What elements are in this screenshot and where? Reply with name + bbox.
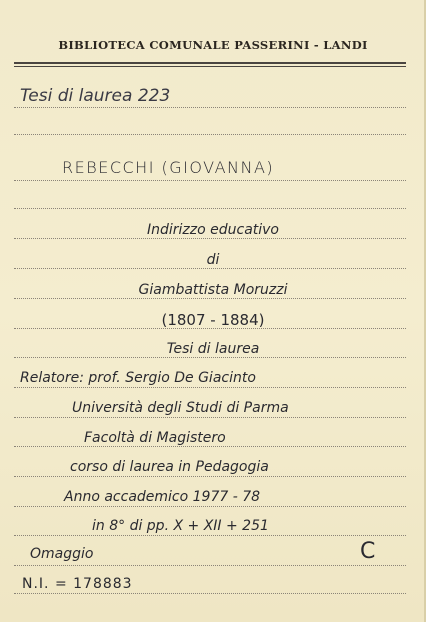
title-line-2: di: [206, 252, 220, 268]
ruled-line: [14, 593, 406, 594]
ruled-line: [14, 387, 406, 388]
course: corso di laurea in Pedagogia: [70, 459, 269, 475]
ruled-line: [14, 506, 406, 507]
ruled-line: [14, 208, 406, 209]
title-line-4: (1807 - 1884): [161, 311, 265, 329]
ruled-line: [14, 180, 406, 181]
classification-mark: C: [360, 539, 376, 564]
supervisor: Relatore: prof. Sergio De Giacinto: [20, 370, 256, 386]
ruled-line: [14, 134, 406, 135]
ruled-line: [14, 107, 406, 108]
title-line-3: Giambattista Moruzzi: [138, 282, 288, 298]
ruled-line: [14, 565, 406, 566]
title-line-1: Indirizzo educativo: [146, 222, 279, 238]
format: in 8° di pp. X + XII + 251: [92, 518, 269, 534]
header-rule: [14, 62, 406, 64]
author-name: REBECCHI (GIOVANNA): [62, 158, 275, 177]
ruled-line: [14, 298, 406, 299]
ruled-line: [14, 328, 406, 329]
ruled-line: [14, 417, 406, 418]
collection-label: Tesi di laurea 223: [20, 86, 171, 106]
university: Università degli Studi di Parma: [72, 400, 289, 416]
inventory-number: N.I. = 178883: [22, 576, 133, 592]
ruled-line: [14, 535, 406, 536]
ruled-line: [14, 268, 406, 269]
acquisition-note: Omaggio: [30, 546, 94, 562]
ruled-line: [14, 357, 406, 358]
thesis-type: Tesi di laurea: [166, 341, 260, 357]
ruled-line: [14, 238, 406, 239]
faculty: Facoltà di Magistero: [84, 430, 226, 446]
ruled-line: [14, 446, 406, 447]
academic-year: Anno accademico 1977 - 78: [64, 489, 261, 505]
header-rule-thin: [14, 66, 406, 67]
library-header: BIBLIOTECA COMUNALE PASSERINI - LANDI: [58, 38, 368, 52]
ruled-line: [14, 476, 406, 477]
